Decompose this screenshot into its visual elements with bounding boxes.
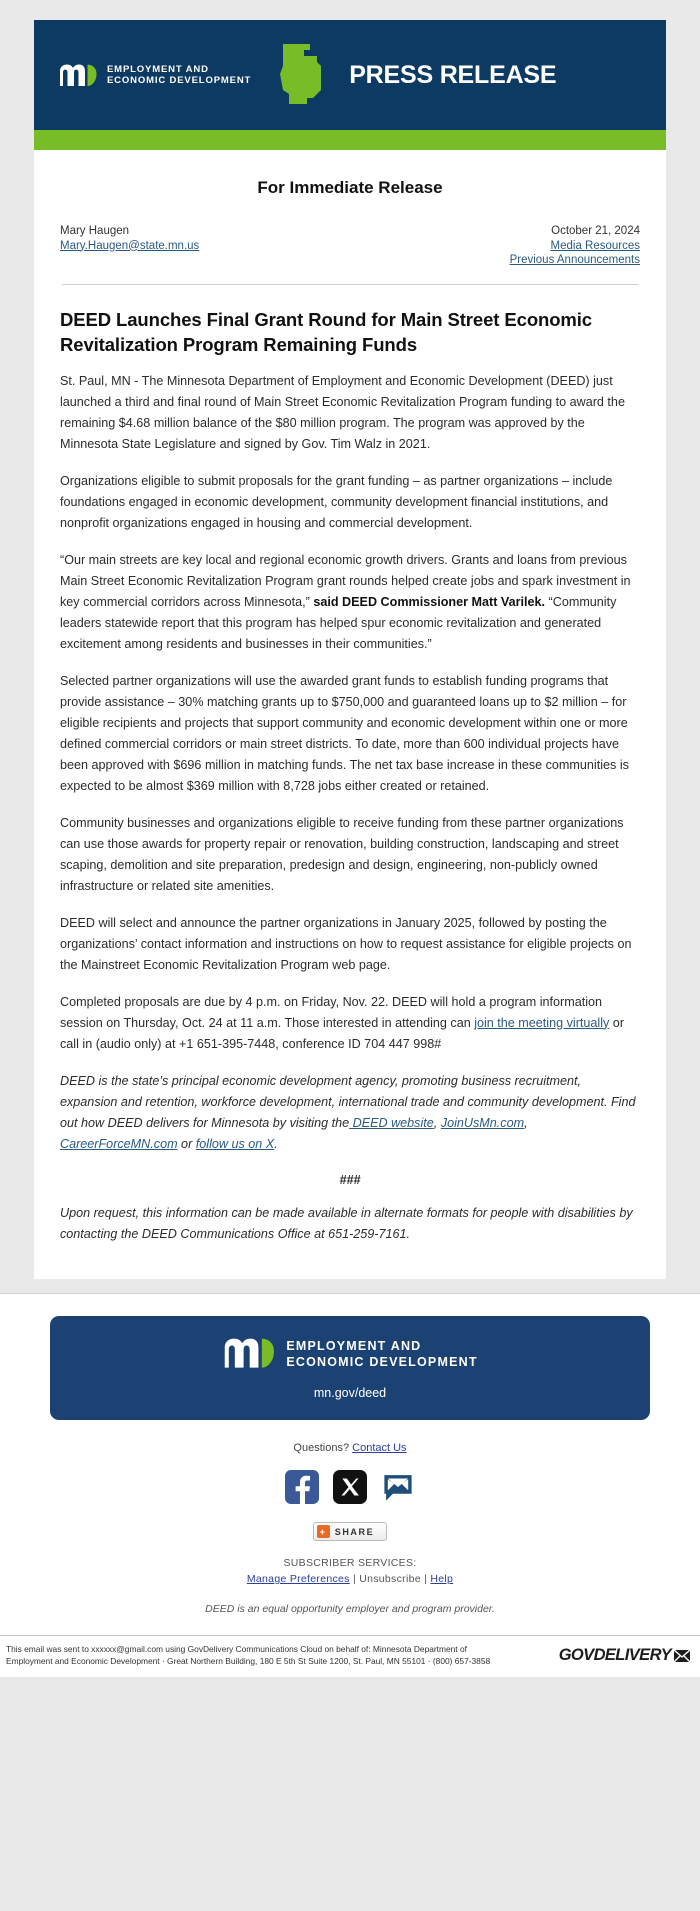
careerforcemn-link[interactable]: CareerForceMN.com <box>60 1136 178 1151</box>
joinusmn-link[interactable]: JoinUsMn.com <box>440 1115 525 1130</box>
deed-website-link[interactable]: DEED website <box>349 1115 434 1130</box>
page-title: DEED Launches Final Grant Round for Main Street Economic Revitalization Program Remaining Funds <box>60 308 592 355</box>
share-label: SHARE <box>334 1526 375 1537</box>
govdelivery-logo <box>559 1646 694 1665</box>
logo-line-2: ECONOMIC DEVELOPMENT <box>107 75 252 86</box>
legal-line-2: Employment and Economic Development · Great Northern Building, 180 E 5th St Suite 1200, St. Paul, MN 55101 · (800) 657-3858 <box>6 1655 491 1666</box>
questions-row <box>0 1442 700 1454</box>
x-twitter-link[interactable] <box>333 1470 367 1504</box>
facebook-icon <box>285 1470 319 1504</box>
manage-preferences-link[interactable]: Manage Preferences <box>246 1573 350 1585</box>
period-end: . <box>274 1136 278 1151</box>
join-meeting-link[interactable]: join the meeting virtually <box>474 1015 610 1030</box>
separator-a: | <box>352 1573 356 1585</box>
legal-bar <box>0 1635 700 1677</box>
footer-logo-line-2: ECONOMIC DEVELOPMENT <box>286 1354 478 1369</box>
unsubscribe-link[interactable]: Unsubscribe <box>359 1573 421 1585</box>
footer-mn-logo-mark <box>222 1338 276 1369</box>
questions-label: Questions? <box>293 1441 350 1454</box>
contact-email-link[interactable]: Mary.Haugen@state.mn.us <box>60 239 200 252</box>
separator-2: , <box>524 1115 528 1130</box>
help-link[interactable]: Help <box>430 1573 454 1585</box>
media-resources-link[interactable]: Media Resources <box>550 239 640 252</box>
quote-part-1: “Our main streets are key local and regional economic growth drivers. Grants and loans from previous Main Street Economic Revitalization Program grant rounds helped create jobs and spark investment in key commercial corridors across Minnesota,” <box>60 552 631 609</box>
proposals-part-1: Completed proposals are due by 4 p.m. on Friday, Nov. 22. DEED will hold a program information session on Thursday, Oct. 24 at 11 a.m. Those interested in attending can <box>60 994 603 1030</box>
paragraph-4: Selected partner organizations will use the awarded grant funds to establish funding programs that provide assistance – 30% matching grants up to $750,000 and guaranteed loans up to $2 million – for eligible recipients and projects that support community and economic development within one or more defined commercial corridors or main street districts. To date, more than 600 individual projects have been approved with $696 million in matching funds. The net tax base increase in these communities is expected to be almost $369 million with 8,728 jobs either created or retained. <box>60 673 629 793</box>
footer-logo-line-1: EMPLOYMENT AND <box>286 1338 422 1353</box>
footer-website-url: mn.gov/deed <box>313 1385 387 1400</box>
separator-b: | <box>424 1573 428 1585</box>
footer-logo-text <box>286 1338 477 1370</box>
logo-text <box>107 64 251 87</box>
mn-logo-mark <box>58 64 98 87</box>
share-button[interactable] <box>313 1522 388 1541</box>
legal-text <box>6 1644 490 1667</box>
social-links-row <box>0 1470 700 1504</box>
equal-opportunity-statement: DEED is an equal opportunity employer and program provider. <box>205 1603 495 1615</box>
mn-deed-logo <box>58 64 251 87</box>
quote-part-2: “Community leaders statewide report that this program has helped spur economic revitalization and generated excitement among residents and businesses in their communities.” <box>60 594 617 651</box>
logo-line-1: EMPLOYMENT AND <box>107 63 209 75</box>
paragraph-1: St. Paul, MN - The Minnesota Department of Employment and Economic Development (DEED) just launched a third and final round of Main Street Economic Revitalization Program funding to award the remaining $4.68 million balance of the $80 million program. The program was approved by the Minnesota State Legislature and signed by Gov. Tim Walz in 2021. <box>60 373 625 451</box>
email-icon <box>381 1470 415 1504</box>
previous-announcements-link[interactable]: Previous Announcements <box>509 254 640 266</box>
boilerplate-text: DEED is the state’s principal economic development agency, promoting business recruitment, expansion and retention, workforce development, international trade and community development. Find out how DEED delivers for Minnesota by visiting the <box>60 1073 636 1130</box>
press-release-title: PRESS RELEASE <box>349 60 557 89</box>
for-immediate-release-heading: For Immediate Release <box>257 178 443 197</box>
share-plus-icon: + <box>317 1525 330 1538</box>
boilerplate-paragraph <box>60 1071 640 1155</box>
paragraph-7 <box>60 992 640 1055</box>
govdelivery-envelope-icon <box>674 1649 690 1663</box>
release-date: October 21, 2024 <box>551 225 640 237</box>
contact-right-block <box>510 224 640 268</box>
follow-us-on-x-link[interactable]: follow us on X <box>195 1136 275 1151</box>
subscriber-services-label: SUBSCRIBER SERVICES: <box>283 1557 417 1569</box>
govdelivery-wordmark: GOVDELIVERY <box>558 1646 671 1664</box>
header-divider <box>62 284 638 285</box>
legal-line-1: This email was sent to xxxxxx@gmail.com using GovDelivery Communications Cloud on behalf of: Minnesota Department of <box>6 1644 467 1654</box>
contact-name: Mary Haugen <box>60 225 130 237</box>
green-divider-bar <box>34 130 666 150</box>
contact-us-link[interactable]: Contact Us <box>352 1441 407 1454</box>
paragraph-2: Organizations eligible to submit proposals for the grant funding – as partner organizations – include foundations engaged in economic development, community development financial institutions, and nonprofit organizations engaged in housing and commercial development. <box>60 473 613 530</box>
proposals-part-2: or call in (audio only) at +1 651-395-7448, conference ID 704 447 998# <box>60 1015 625 1051</box>
commissioner-attribution: said DEED Commissioner Matt Varilek. <box>313 594 546 609</box>
x-twitter-icon <box>333 1470 367 1504</box>
paragraph-5: Community businesses and organizations eligible to receive funding from these partner organizations can use those awards for property repair or renovation, building construction, landscaping and street scaping, demolition and site preparation, predesign and design, engineering, non-publicly owned infrastructure or related site amenities. <box>60 815 624 893</box>
end-marker: ### <box>339 1172 361 1187</box>
minnesota-state-icon <box>277 44 323 106</box>
press-release-card <box>34 20 666 1279</box>
footer-logo-panel <box>50 1316 650 1420</box>
email-link[interactable] <box>381 1470 415 1504</box>
paragraph-3 <box>60 550 640 655</box>
paragraph-6: DEED will select and announce the partner organizations in January 2025, followed by posting the organizations’ contact information and instructions on how to request assistance for eligible projects on the Mainstreet Economic Revitalization Program web page. <box>60 915 632 972</box>
contact-row <box>60 224 640 268</box>
facebook-link[interactable] <box>285 1470 319 1504</box>
email-footer <box>0 1293 700 1678</box>
subscriber-services <box>0 1555 700 1587</box>
top-spacer <box>0 0 700 20</box>
contact-left-block <box>60 224 199 253</box>
separator-1: , <box>433 1115 441 1130</box>
release-content <box>34 178 666 1245</box>
card-footer-gap <box>0 1279 700 1293</box>
share-row <box>0 1522 700 1542</box>
banner-header <box>34 20 666 130</box>
separator-3: or <box>177 1136 196 1151</box>
accessibility-notice: Upon request, this information can be made available in alternate formats for people with disabilities by contacting the DEED Communications Office at 651-259-7161. <box>60 1205 633 1241</box>
